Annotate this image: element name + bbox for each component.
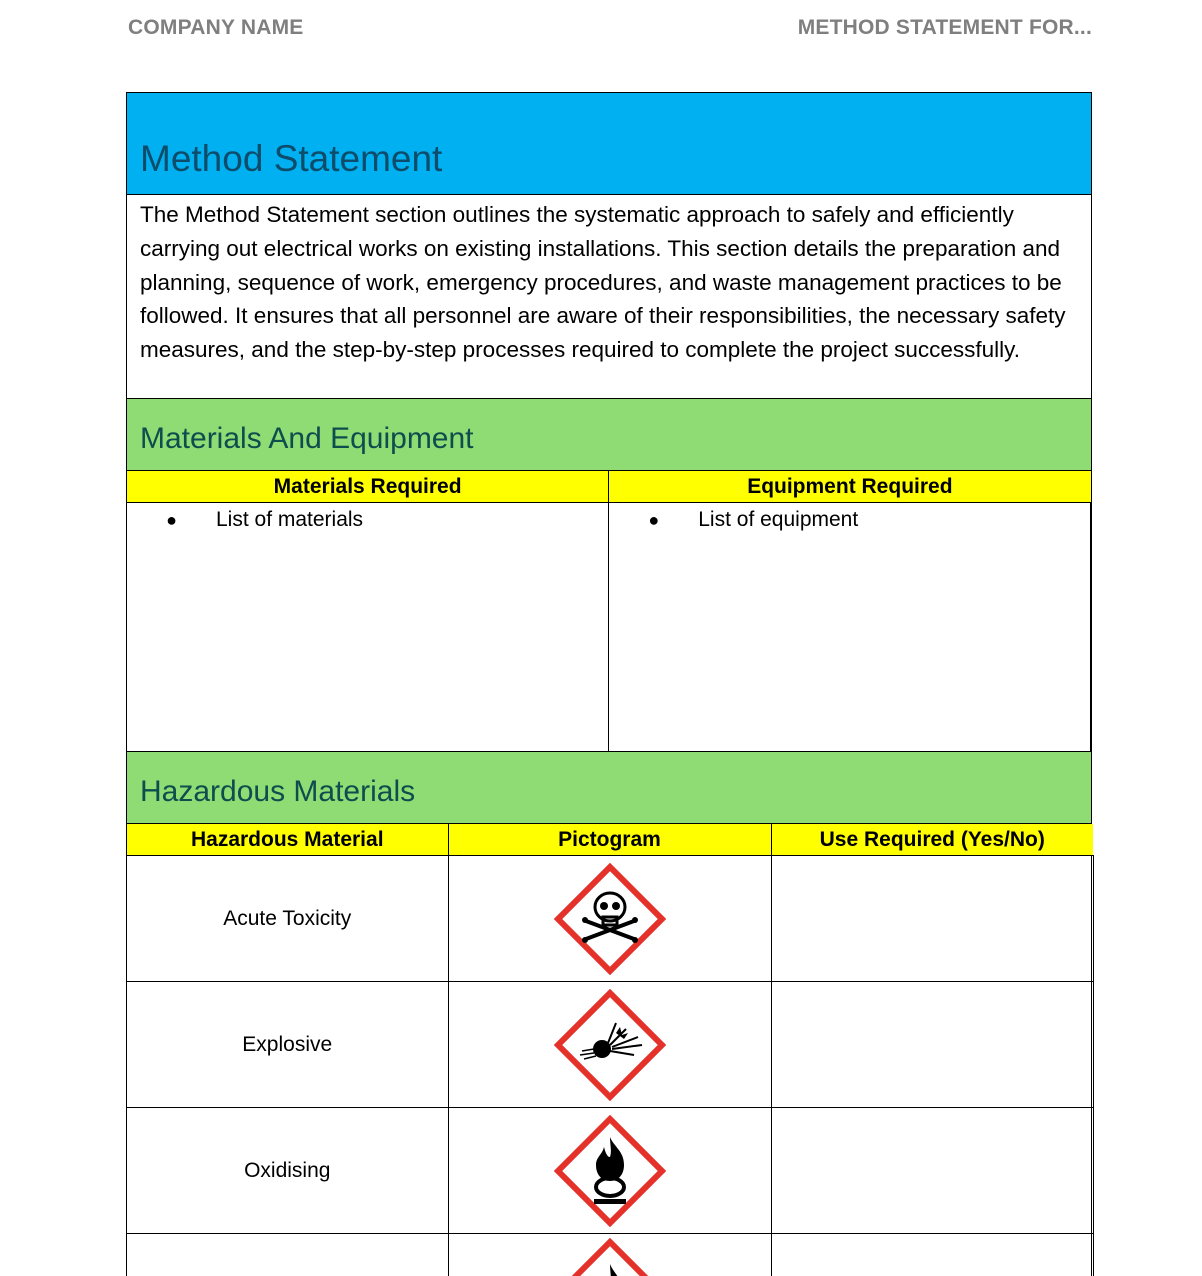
hazard-section-heading: Hazardous Materials bbox=[140, 775, 416, 808]
pictogram-cell bbox=[448, 1108, 771, 1234]
material-name: Acute Toxicity bbox=[127, 856, 448, 982]
equipment-cell[interactable] bbox=[609, 503, 1091, 752]
flame-over-circle-icon bbox=[554, 1115, 666, 1227]
list-item bbox=[127, 508, 608, 532]
document-title-header: METHOD STATEMENT FOR... bbox=[797, 16, 1092, 39]
material-name bbox=[127, 1234, 448, 1276]
skull-crossbones-icon bbox=[554, 863, 666, 975]
hazardous-materials-table bbox=[127, 824, 1094, 1276]
materials-equipment-table bbox=[127, 471, 1091, 752]
materials-section-band bbox=[127, 399, 1091, 471]
material-name: Oxidising bbox=[127, 1108, 448, 1234]
pictogram-cell bbox=[448, 1234, 771, 1276]
company-name: COMPANY NAME bbox=[128, 16, 304, 39]
materials-required-header: Materials Required bbox=[127, 471, 609, 503]
method-statement-table bbox=[126, 92, 1092, 1276]
exploding-bomb-icon bbox=[554, 989, 666, 1101]
list-item bbox=[609, 508, 1090, 532]
table-row bbox=[127, 982, 1093, 1108]
flame-icon bbox=[554, 1238, 666, 1276]
use-required-cell[interactable] bbox=[771, 1234, 1093, 1276]
pictogram-cell bbox=[448, 856, 771, 982]
pictogram-cell bbox=[448, 982, 771, 1108]
bullet-icon: ● bbox=[166, 509, 177, 530]
equipment-item: List of equipment bbox=[698, 508, 859, 531]
hazardous-material-header: Hazardous Material bbox=[127, 824, 448, 856]
use-required-cell[interactable] bbox=[771, 856, 1093, 982]
use-required-cell[interactable] bbox=[771, 982, 1093, 1108]
page-title: Method Statement bbox=[140, 138, 443, 179]
materials-cell[interactable] bbox=[127, 503, 609, 752]
table-row bbox=[127, 1108, 1093, 1234]
materials-section-heading: Materials And Equipment bbox=[140, 422, 474, 455]
table-row bbox=[127, 856, 1093, 982]
intro-paragraph: The Method Statement section outlines the systematic approach to safely and efficiently carrying out electrical works on existing installations. This section details the preparation and planning, sequence of work, emergency procedures, and waste management practices to be followed. It ensures that all personnel are aware of their responsibilities, the necessary safety measures, and the step-by-step processes required to complete the project successfully. bbox=[127, 195, 1091, 399]
title-band bbox=[127, 92, 1091, 195]
hazard-section-band bbox=[127, 752, 1091, 824]
material-name: Explosive bbox=[127, 982, 448, 1108]
table-row bbox=[127, 1234, 1093, 1276]
materials-item: List of materials bbox=[216, 508, 364, 531]
equipment-required-header: Equipment Required bbox=[609, 471, 1091, 503]
use-required-cell[interactable] bbox=[771, 1108, 1093, 1234]
bullet-icon: ● bbox=[648, 509, 660, 530]
pictogram-header: Pictogram bbox=[448, 824, 771, 856]
use-required-header: Use Required (Yes/No) bbox=[771, 824, 1093, 856]
